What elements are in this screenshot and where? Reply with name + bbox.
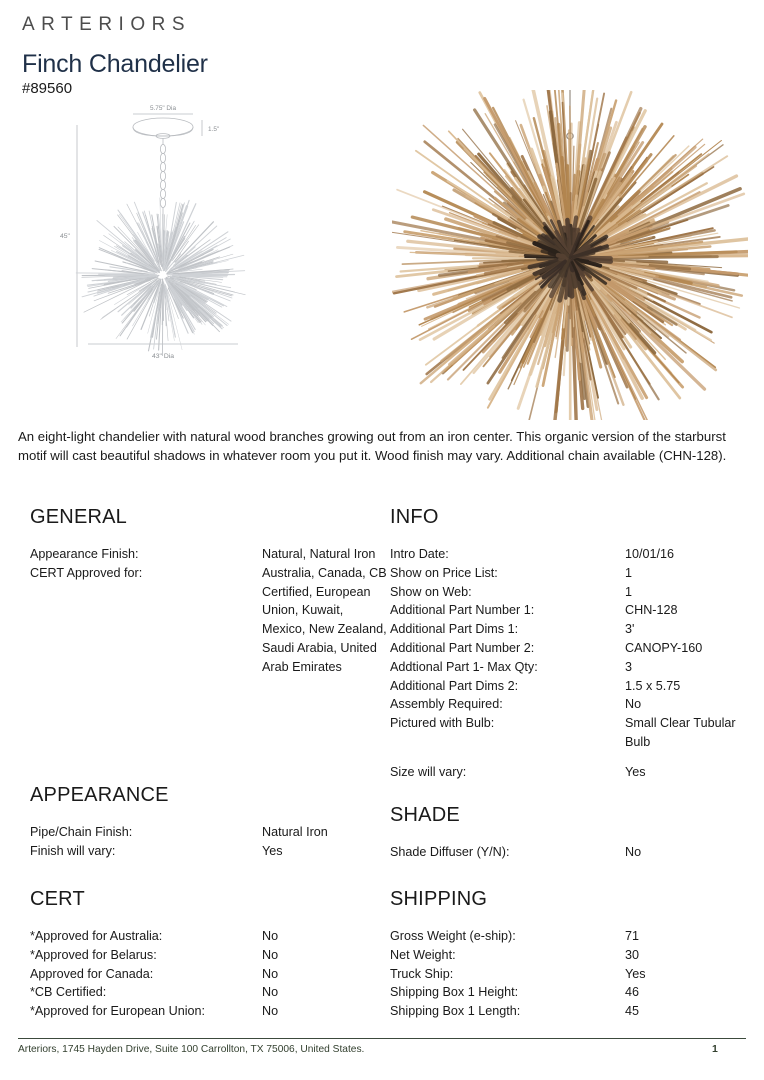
spec-label: *Approved for Belarus: — [30, 947, 157, 962]
section-title-shipping: SHIPPING — [390, 888, 488, 910]
spec-label: Additional Part Number 1: — [390, 603, 535, 618]
general-rows — [30, 545, 390, 677]
footer-divider — [18, 1038, 746, 1039]
spec-row — [390, 545, 750, 564]
spec-label: Show on Web: — [390, 584, 472, 599]
spec-value: 30 — [625, 947, 640, 962]
shade-rows — [390, 843, 750, 862]
spec-label: *Approved for European Union: — [30, 1004, 206, 1019]
section-title-shade: SHADE — [390, 804, 460, 826]
product-sku: #89560 — [22, 80, 73, 97]
info-rows — [390, 545, 750, 782]
spec-row — [390, 695, 750, 714]
spec-value: No — [262, 1004, 279, 1019]
spec-value: Small Clear Tubular Bulb — [625, 716, 736, 749]
spec-row — [30, 946, 390, 965]
spec-value: 45 — [625, 1004, 640, 1019]
section-cert — [30, 888, 390, 1021]
section-general — [30, 506, 390, 677]
overall-height-label: 45" — [60, 233, 70, 240]
spec-row — [390, 946, 750, 965]
spec-row — [390, 965, 750, 984]
spec-row — [390, 639, 750, 658]
section-info — [390, 506, 750, 782]
spec-value: No — [262, 929, 279, 943]
spec-label: Additional Part Dims 2: — [390, 678, 519, 693]
spec-value: 71 — [625, 929, 640, 943]
spec-label: Net Weight: — [390, 947, 456, 962]
technical-drawing — [40, 95, 330, 385]
spec-value: 1 — [625, 584, 633, 599]
spec-label: Pictured with Bulb: — [390, 716, 495, 731]
spec-value: Yes — [262, 843, 283, 858]
spec-row — [390, 763, 750, 782]
spec-row — [30, 1002, 390, 1021]
row-spacer — [390, 752, 750, 763]
spec-label: *Approved for Australia: — [30, 929, 163, 943]
spec-row — [30, 842, 390, 861]
spec-label: Show on Price List: — [390, 565, 498, 580]
spec-value: 46 — [625, 985, 640, 1000]
spec-row — [390, 843, 750, 862]
spec-row — [30, 564, 390, 677]
spec-label: Truck Ship: — [390, 966, 454, 981]
spec-value: No — [625, 697, 642, 712]
spec-value: 3' — [625, 622, 635, 637]
section-title-cert: CERT — [30, 888, 85, 910]
spec-value: CANOPY-160 — [625, 640, 703, 655]
spec-label: Finish will vary: — [30, 843, 116, 858]
spec-label: Appearance Finish: — [30, 547, 139, 561]
spec-row — [390, 714, 750, 752]
footer-address: Arteriors, 1745 Hayden Drive, Suite 100 Carrollton, TX 75006, United States. — [18, 1044, 365, 1055]
product-description: An eight-light chandelier with natural wood branches growing out from an iron center. This organic version of the starburst motif will cast beautiful shadows in whatever room you put it. Wood finish may vary. Additional chain available (CHN-128). — [18, 429, 727, 463]
spec-row — [30, 823, 390, 842]
spec-label: *CB Certified: — [30, 985, 107, 1000]
spec-label: Approved for Canada: — [30, 966, 154, 981]
section-shade — [390, 804, 750, 862]
spec-label: Shipping Box 1 Height: — [390, 985, 519, 1000]
spec-label: Shade Diffuser (Y/N): — [390, 845, 510, 859]
spec-row — [390, 677, 750, 696]
spec-row — [30, 545, 390, 564]
spec-value: No — [262, 947, 279, 962]
product-photo — [392, 90, 748, 420]
page-title: Finch Chandelier — [22, 50, 208, 78]
section-title-info: INFO — [390, 506, 439, 528]
spec-value: Natural, Natural Iron — [262, 547, 376, 561]
spec-label: CERT Approved for: — [30, 565, 143, 580]
spec-value: Australia, Canada, CB Certified, European Union, Kuwait, Mexico, New Zealand, Saudi Arabia, United Arab Emirates — [262, 565, 387, 674]
spec-row — [390, 564, 750, 583]
spec-value: No — [625, 845, 642, 859]
spec-label: Size will vary: — [390, 764, 467, 779]
spec-label: Shipping Box 1 Length: — [390, 1004, 521, 1019]
spec-value: 1.5 x 5.75 — [625, 678, 681, 693]
spec-row — [390, 583, 750, 602]
page-number: 1 — [712, 1043, 718, 1055]
spec-value: Yes — [625, 764, 646, 779]
brand-logo: ARTERIORS — [22, 14, 192, 35]
spec-row — [390, 983, 750, 1002]
spec-label: Intro Date: — [390, 547, 449, 561]
spec-value: No — [262, 966, 279, 981]
spec-label: Additional Part Dims 1: — [390, 622, 519, 637]
spec-value: 10/01/16 — [625, 547, 675, 561]
spec-row — [30, 927, 390, 946]
shipping-rows — [390, 927, 750, 1021]
section-title-general: GENERAL — [30, 506, 127, 528]
section-shipping — [390, 888, 750, 1021]
spec-label: Pipe/Chain Finish: — [30, 825, 133, 839]
spec-value: CHN-128 — [625, 603, 678, 618]
canopy-height-label: 1.5" — [208, 126, 220, 133]
cert-rows — [30, 927, 390, 1021]
spec-row — [390, 620, 750, 639]
spec-row — [30, 965, 390, 984]
spec-row — [390, 927, 750, 946]
spec-label: Assembly Required: — [390, 697, 503, 712]
spec-label: Gross Weight (e-ship): — [390, 929, 516, 943]
section-title-appearance: APPEARANCE — [30, 784, 169, 806]
spec-label: Addtional Part 1- Max Qty: — [390, 659, 538, 674]
section-appearance — [30, 784, 390, 861]
spec-row — [390, 658, 750, 677]
spec-row — [30, 983, 390, 1002]
appearance-rows — [30, 823, 390, 861]
spec-value: Yes — [625, 966, 646, 981]
spec-value: No — [262, 985, 279, 1000]
spec-value: 1 — [625, 565, 633, 580]
canopy-dia-label: 5.75" Dia — [149, 105, 177, 112]
spec-value: 3 — [625, 659, 633, 674]
overall-dia-label: 43" Dia — [151, 353, 175, 360]
spec-row — [390, 601, 750, 620]
spec-value: Natural Iron — [262, 825, 328, 839]
spec-row — [390, 1002, 750, 1021]
spec-label: Additional Part Number 2: — [390, 640, 535, 655]
